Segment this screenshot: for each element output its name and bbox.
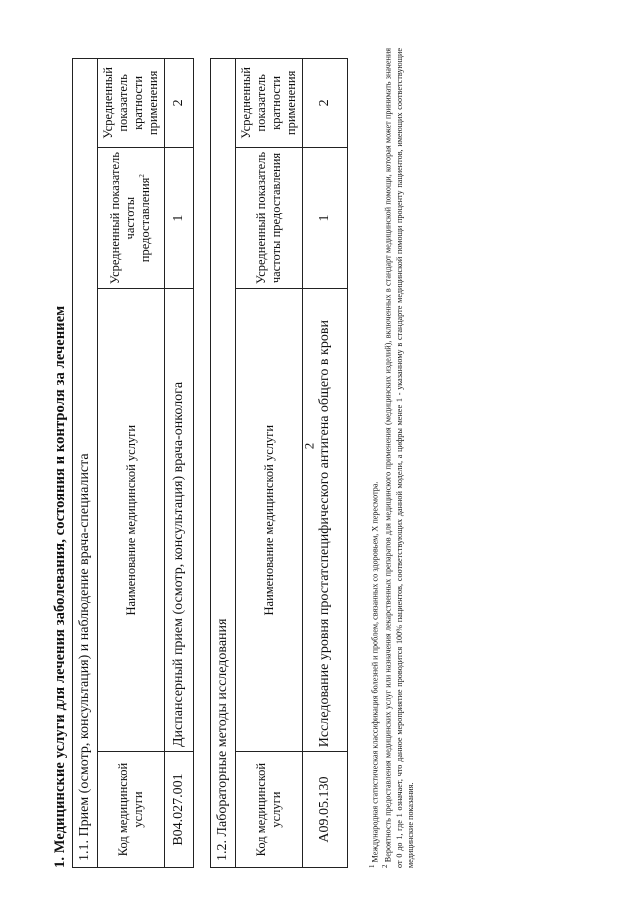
header-multiplicity: Усредненный показатель кратности применения	[236, 59, 303, 148]
footnote-ref: 2	[138, 174, 147, 178]
service-frequency: 1	[165, 147, 194, 289]
service-multiplicity: 2	[303, 59, 348, 148]
service-code: B04.027.001	[165, 752, 194, 868]
header-frequency: Усредненный показатель частоты предоставления	[236, 147, 303, 288]
rotated-page-content	[52, 48, 432, 868]
service-multiplicity: 2	[165, 59, 194, 148]
services-table-laboratory	[210, 58, 348, 868]
footnote-1	[368, 48, 381, 868]
header-name: Наименование медицинской услуги	[98, 289, 165, 752]
service-name: Исследование уровня простатспецифического антигена общего в крови	[303, 289, 348, 752]
header-code: Код медицинской услуги	[98, 752, 165, 868]
header-frequency	[98, 147, 165, 289]
table-section-title: 1.2. Лабораторные методы исследования	[211, 59, 236, 868]
service-code: A09.05.130	[303, 752, 348, 868]
table-section-title: 1.1. Прием (осмотр, консультация) и наблюдение врача-специалиста	[73, 59, 98, 868]
footnote-2	[381, 48, 416, 868]
service-name: Диспансерный прием (осмотр, консультация) врача-онколога	[165, 289, 194, 752]
footnote-text: Вероятность предоставления медицинских услуг или назначения лекарственных препаратов для медицинского применения (медицинских изделий), включенных в стандарт медицинской помощи, которая может принимать значения от 0 до 1, где 1 означает, что данное мероприятие проводится 100% пациентов, соответствующих данной модели, а цифры менее 1 - указанному в стандарте медицинской помощи проценту пациентов, имеющих соответствующие медицинские показания.	[383, 47, 415, 868]
table-row	[165, 59, 194, 868]
header-name: Наименование медицинской услуги	[236, 289, 303, 752]
footnote-mark: 2	[380, 864, 389, 868]
service-frequency: 1	[303, 147, 348, 288]
footnote-text: Международная статистическая классификация болезней и проблем, связанных со здоровьем, X пересмотра.	[370, 481, 380, 863]
services-table-consultation	[72, 58, 194, 868]
footnotes	[368, 48, 416, 868]
table-row	[303, 59, 348, 868]
footnote-mark: 1	[368, 864, 376, 868]
section-heading: 1. Медицинские услуги для лечения заболевания, состояния и контроля за лечением	[52, 305, 68, 868]
header-code: Код медицинской услуги	[236, 752, 303, 868]
header-frequency-label: Усредненный показатель частоты предоставления	[108, 152, 153, 285]
header-multiplicity: Усредненный показатель кратности применения	[98, 59, 165, 148]
page-number: 2	[301, 442, 317, 450]
